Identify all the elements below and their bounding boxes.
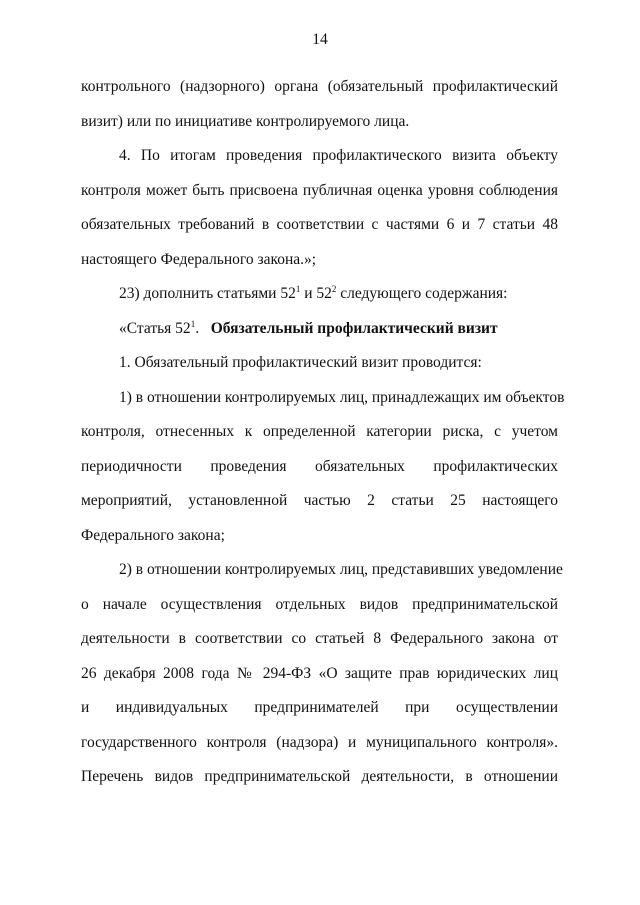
text-line: о начале осуществления отдельных видов предпринимательской <box>81 595 558 613</box>
text-line: Федерального закона; <box>81 526 225 544</box>
amendment-line <box>81 277 558 312</box>
page-number: 14 <box>312 31 328 48</box>
text-line: контроля может быть присвоена публичная оценка уровня соблюдения <box>81 181 558 199</box>
amendment-text: 23) дополнить статьями 52 <box>119 285 296 302</box>
text-line: и индивидуальных предпринимателей при осуществлении <box>81 699 558 716</box>
superscript: 1 <box>190 318 196 329</box>
text-line: настоящего Федерального закона.»; <box>81 250 317 268</box>
text-line: контроля, отнесенных к определенной категории риска, с учетом <box>81 423 558 440</box>
article-number-dot: . <box>195 319 200 337</box>
article-number: «Статья 52 <box>119 319 191 337</box>
text-line: мероприятий, установленной частью 2 статьи 25 настоящего <box>81 492 558 509</box>
text-line: деятельности в соответствии со статьей 8 Федерального закона от <box>81 630 558 647</box>
text-line: 1. Обязательный профилактический визит проводится: <box>119 354 482 371</box>
superscript: 2 <box>331 284 337 294</box>
text-line: 1) в отношении контролируемых лиц, принадлежащих им объектов <box>119 388 565 406</box>
text-line: обязательных требований в соответствии с частями 6 и 7 статьи 48 <box>81 216 558 233</box>
text-line: визит) или по инициативе контролируемого лица. <box>81 112 410 130</box>
text-line: 4. По итогам проведения профилактического визита объекту <box>119 147 558 164</box>
text-line: контрольного (надзорного) органа (обязательный профилактический <box>81 78 558 95</box>
article-heading <box>81 312 558 347</box>
article-title: Обязательный профилактический визит <box>210 319 498 337</box>
text-line: государственного контроля (надзора) и муниципального контроля». <box>81 733 558 751</box>
text-line: периодичности проведения обязательных профилактических <box>81 457 558 475</box>
text-line: 2) в отношении контролируемых лиц, представивших уведомление <box>119 561 563 578</box>
superscript: 1 <box>295 284 301 294</box>
amendment-text: следующего содержания: <box>336 285 508 302</box>
amendment-text: и 52 <box>300 285 332 302</box>
text-line: 26 декабря 2008 года № 294-ФЗ «О защите прав юридических лиц <box>81 664 558 682</box>
document-body <box>81 70 565 795</box>
text-line: Перечень видов предпринимательской деятельности, в отношении <box>81 768 558 785</box>
